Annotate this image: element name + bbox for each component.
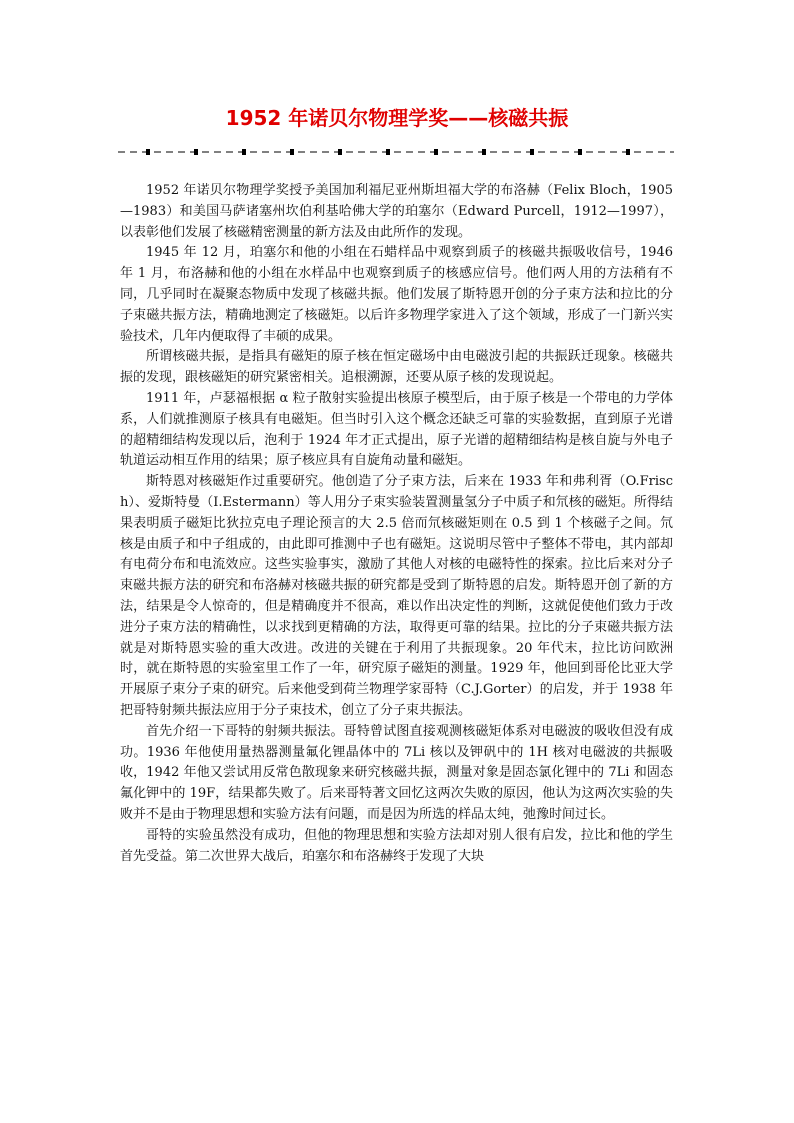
paragraph: 1911 年，卢瑟福根据 α 粒子散射实验提出核原子模型后，由于原子核是一个带电的力学体系，人们就推测原子核具有电磁矩。但当时引入这个概念还缺乏可靠的实验数据，直到原子光谱的超精细结构发现以后，泡利于 1924 年才正式提出，原子光谱的超精细结构是核自旋与外电子轨道运动相互作用的结果；原子核应具有自旋角动量和磁矩。 — [120, 390, 673, 469]
decorative-divider — [118, 145, 674, 159]
article-body — [120, 181, 673, 867]
paragraph: 哥特的实验虽然没有成功，但他的物理思想和实验方法却对别人很有启发，拉比和他的学生首先受益。第二次世界大战后，珀塞尔和布洛赫终于发现了大块 — [120, 827, 673, 864]
paragraph: 1945 年 12 月，珀塞尔和他的小组在石蜡样品中观察到质子的核磁共振吸收信号，1946 年 1 月，布洛赫和他的小组在水样品中也观察到质子的核感应信号。他们两人用的方法稍有不同，几乎同时在凝聚态物质中发现了核磁共振。他们发展了斯特恩开创的分子束方法和拉比的分子束磁共振方法，精确地测定了核磁矩。以后许多物理学家进入了这个领域，形成了一门新兴实验技术，几年内便取得了丰硕的成果。 — [120, 245, 673, 344]
paragraph: 1952 年诺贝尔物理学奖授予美国加利福尼亚州斯坦福大学的布洛赫（Felix Bloch，1905—1983）和美国马萨诸塞州坎伯利基哈佛大学的珀塞尔（Edward Purcell，1912—1997），以表彰他们发展了核磁精密测量的新方法及由此所作的发现。 — [120, 183, 673, 240]
page-title: 1952 年诺贝尔物理学奖——核磁共振 — [225, 106, 569, 130]
paragraph: 首先介绍一下哥特的射频共振法。哥特曾试图直接观测核磁矩体系对电磁波的吸收但没有成功。1936 年他使用量热器测量氟化锂晶体中的 7Li 核以及钾矾中的 1H 核对电磁波的共振吸收，1942 年他又尝试用反常色散现象来研究核磁共振，测量对象是固态氯化锂中的 7Li 和固态氟化钾中的 19F，结果都失败了。后来哥特著文回忆这两次失败的原因，他认为这两次实验的失败并不是由于物理思想和实验方法有问题，而是因为所选的样品太纯，弛豫时间过长。 — [120, 723, 673, 822]
paragraph: 斯特恩对核磁矩作过重要研究。他创造了分子束方法，后来在 1933 年和弗利胥（O.Frisch）、爱斯特曼（I.Estermann）等人用分子束实验装置测量氢分子中质子和氘核的磁矩。所得结果表明质子磁矩比狄拉克电子理论预言的大 2.5 倍而氘核磁矩则在 0.5 到 1 个核磁子之间。氘核是由质子和中子组成的，由此即可推测中子也有磁矩。这说明尽管中子整体不带电，其内部却有电荷分布和电流效应。这些实验事实，激励了其他人对核的电磁特性的探索。拉比后来对分子束磁共振方法的研究和布洛赫对核磁共振的研究都是受到了斯特恩的启发。斯特恩开创了新的方法，结果是令人惊奇的，但是精确度并不很高，难以作出决定性的判断，这就促使他们致力于改进分子束方法的精确性，以求找到更精确的方法，取得更可靠的结果。拉比的分子束磁共振方法就是对斯特恩实验的重大改进。改进的关键在于利用了共振现象。20 年代末，拉比访问欧洲时，就在斯特恩的实验室里工作了一年，研究原子磁矩的测量。1929 年，他回到哥伦比亚大学开展原子束分子束的研究。后来他受到荷兰物理学家哥特（C.J.Gorter）的启发，并于 1938 年把哥特射频共振法应用于分子束技术，创立了分子束共振法。 — [120, 474, 673, 718]
paragraph: 所谓核磁共振，是指具有磁矩的原子核在恒定磁场中由电磁波引起的共振跃迁现象。核磁共振的发现，跟核磁矩的研究紧密相关。追根溯源，还要从原子核的发现说起。 — [120, 349, 673, 386]
